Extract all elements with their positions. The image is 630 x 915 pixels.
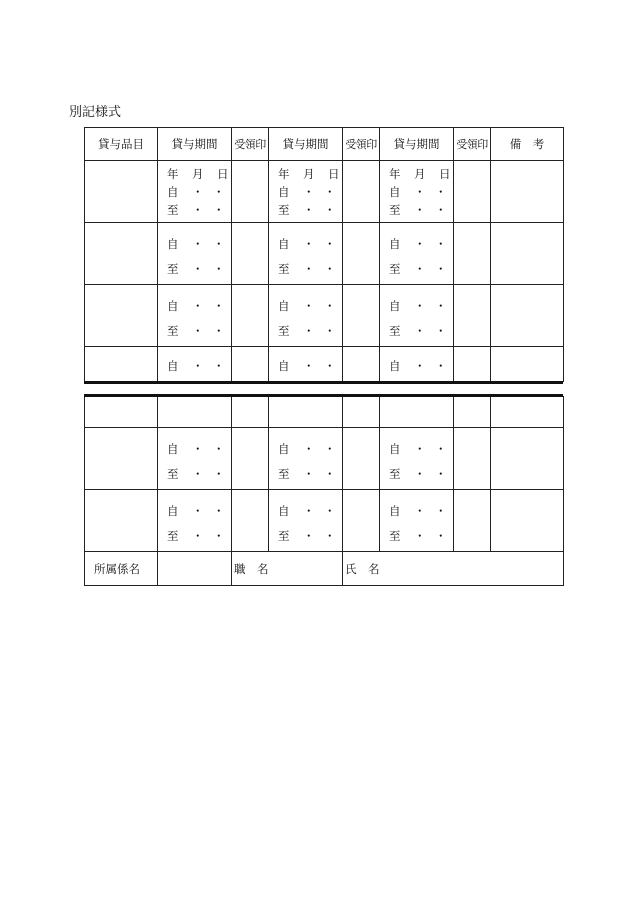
- footer-row: [85, 552, 564, 586]
- position-cell: [232, 552, 343, 586]
- seal-cell[interactable]: [454, 285, 491, 347]
- period-cell[interactable]: 自 ・ ・ 至 ・ ・: [158, 285, 232, 347]
- remarks-cell[interactable]: [491, 161, 564, 223]
- period-cell[interactable]: 自 ・ ・ 至 ・ ・: [158, 490, 232, 552]
- period-cell[interactable]: [158, 397, 232, 428]
- seal-cell[interactable]: [232, 490, 269, 552]
- period-cell[interactable]: 自 ・ ・ 至 ・ ・: [269, 490, 343, 552]
- header-seal-2: 受領印: [343, 128, 380, 161]
- item-cell[interactable]: [85, 428, 158, 490]
- header-row: [85, 128, 564, 161]
- period-cell[interactable]: 年 月 日 自 ・ ・ 至 ・ ・: [380, 161, 454, 223]
- period-cell[interactable]: 年 月 日 自 ・ ・ 至 ・ ・: [158, 161, 232, 223]
- period-cell[interactable]: 自 ・ ・: [380, 347, 454, 382]
- table-row: [85, 490, 564, 552]
- table-row: [85, 428, 564, 490]
- department-field[interactable]: [158, 552, 232, 586]
- seal-cell[interactable]: [343, 490, 380, 552]
- seal-cell[interactable]: [232, 285, 269, 347]
- seal-cell[interactable]: [454, 223, 491, 285]
- break-line-top: [84, 381, 563, 384]
- loan-table-lower: [84, 396, 564, 586]
- seal-cell[interactable]: [232, 223, 269, 285]
- period-cell[interactable]: [380, 397, 454, 428]
- period-cell[interactable]: 自 ・ ・ 至 ・ ・: [158, 223, 232, 285]
- remarks-cell[interactable]: [491, 490, 564, 552]
- remarks-cell[interactable]: [491, 285, 564, 347]
- remarks-cell[interactable]: [491, 428, 564, 490]
- period-cell[interactable]: 自 ・ ・ 至 ・ ・: [380, 285, 454, 347]
- item-cell[interactable]: [85, 490, 158, 552]
- seal-cell[interactable]: [343, 347, 380, 382]
- table-row: [85, 347, 564, 382]
- header-seal-1: 受領印: [232, 128, 269, 161]
- period-cell[interactable]: 年 月 日 自 ・ ・ 至 ・ ・: [269, 161, 343, 223]
- item-cell[interactable]: [85, 285, 158, 347]
- header-period-1: 貸与期間: [158, 128, 232, 161]
- period-cell[interactable]: 自 ・ ・: [269, 347, 343, 382]
- name-cell: [343, 552, 564, 586]
- table-row: [85, 397, 564, 428]
- seal-cell[interactable]: [343, 397, 380, 428]
- seal-cell[interactable]: [454, 161, 491, 223]
- table-row: [85, 161, 564, 223]
- seal-cell[interactable]: [343, 161, 380, 223]
- period-cell[interactable]: 自 ・ ・ 至 ・ ・: [269, 428, 343, 490]
- item-cell[interactable]: [85, 223, 158, 285]
- table-row: [85, 285, 564, 347]
- remarks-cell[interactable]: [491, 397, 564, 428]
- header-period-3: 貸与期間: [380, 128, 454, 161]
- department-label: 所属係名: [85, 552, 158, 586]
- period-cell[interactable]: 自 ・ ・ 至 ・ ・: [380, 428, 454, 490]
- period-cell[interactable]: 自 ・ ・: [158, 347, 232, 382]
- loan-record-form: [84, 127, 563, 586]
- seal-cell[interactable]: [343, 428, 380, 490]
- form-title: 別記様式: [69, 105, 122, 120]
- table-row: [85, 223, 564, 285]
- seal-cell[interactable]: [232, 397, 269, 428]
- item-cell[interactable]: [85, 347, 158, 382]
- position-label: 職 名: [234, 561, 269, 576]
- header-seal-3: 受領印: [454, 128, 491, 161]
- seal-cell[interactable]: [343, 285, 380, 347]
- omission-break: [84, 382, 563, 396]
- period-cell[interactable]: 自 ・ ・ 至 ・ ・: [158, 428, 232, 490]
- seal-cell[interactable]: [454, 428, 491, 490]
- item-cell[interactable]: [85, 161, 158, 223]
- period-cell[interactable]: 自 ・ ・ 至 ・ ・: [380, 223, 454, 285]
- break-line-bottom: [84, 394, 563, 397]
- seal-cell[interactable]: [232, 161, 269, 223]
- header-remarks: 備 考: [491, 128, 564, 161]
- period-cell[interactable]: 自 ・ ・ 至 ・ ・: [380, 490, 454, 552]
- period-cell[interactable]: 自 ・ ・ 至 ・ ・: [269, 285, 343, 347]
- seal-cell[interactable]: [454, 490, 491, 552]
- period-cell[interactable]: [269, 397, 343, 428]
- seal-cell[interactable]: [454, 347, 491, 382]
- seal-cell[interactable]: [232, 347, 269, 382]
- loan-table-upper: [84, 127, 564, 382]
- seal-cell[interactable]: [454, 397, 491, 428]
- header-item: 貸与品目: [85, 128, 158, 161]
- remarks-cell[interactable]: [491, 347, 564, 382]
- item-cell[interactable]: [85, 397, 158, 428]
- header-period-2: 貸与期間: [269, 128, 343, 161]
- remarks-cell[interactable]: [491, 223, 564, 285]
- seal-cell[interactable]: [232, 428, 269, 490]
- name-label: 氏 名: [345, 561, 380, 576]
- seal-cell[interactable]: [343, 223, 380, 285]
- period-cell[interactable]: 自 ・ ・ 至 ・ ・: [269, 223, 343, 285]
